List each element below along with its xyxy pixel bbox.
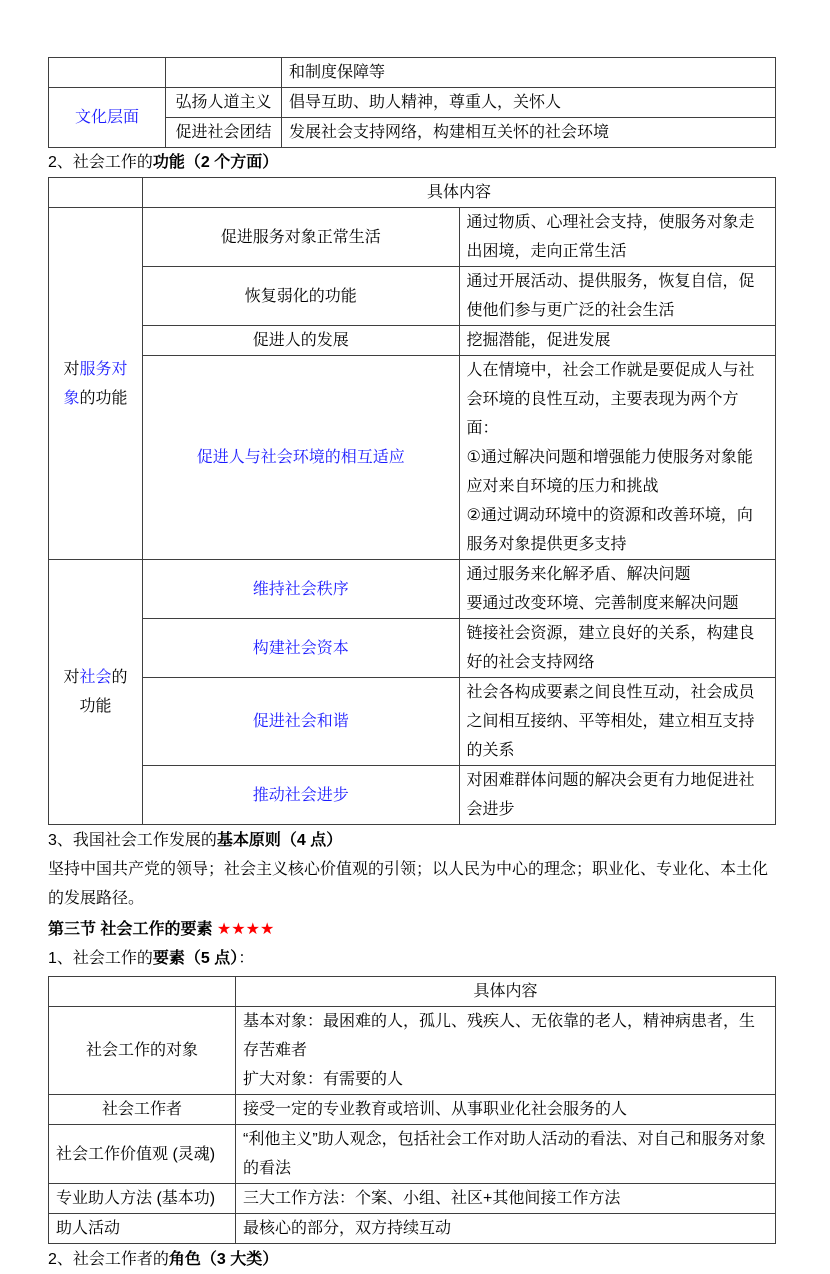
row-label-cell: 维持社会秩序 bbox=[143, 560, 460, 619]
heading-text: 1、社会工作的 bbox=[48, 950, 153, 967]
heading-text-bold: 角色（3 大类） bbox=[168, 1251, 279, 1268]
content-paragraph: 链接社会资源，建立良好的关系，构建良好的社会支持网络 bbox=[466, 625, 755, 671]
table-row bbox=[49, 208, 776, 267]
content-paragraph: “利他主义”助人观念，包括社会工作对助人活动的看法、对自己和服务对象的看法 bbox=[243, 1131, 766, 1177]
content-cell: 发展社会支持网络，构建相互关怀的社会环境 bbox=[282, 118, 776, 148]
column-header-cell: 具体内容 bbox=[236, 977, 776, 1007]
heading-text-bold: 要素（5 点） bbox=[152, 950, 239, 967]
heading-text-bold: 功能（2 个方面） bbox=[152, 154, 279, 171]
heading-text-bold: 基本原则（4 点） bbox=[216, 832, 343, 849]
row-label-cell: 专业助人方法 (基本功) bbox=[49, 1184, 236, 1214]
content-paragraph: 三大工作方法：个案、小组、社区+其他间接工作方法 bbox=[243, 1190, 621, 1207]
content-paragraph: 通过服务来化解矛盾、解决问题 bbox=[466, 566, 691, 583]
group-label-text: 对 bbox=[63, 360, 80, 378]
content-paragraph: 人在情境中，社会工作就是要促成人与社会环境的良性互动，主要表现为两个方面： bbox=[466, 362, 755, 437]
row-label-cell: 社会工作的对象 bbox=[49, 1007, 236, 1095]
row-label-cell: 弘扬人道主义 bbox=[166, 88, 282, 118]
row-label-cell: 促进社会团结 bbox=[166, 118, 282, 148]
table-culture-level bbox=[48, 57, 776, 148]
group-label-highlight: 服务对象 bbox=[63, 360, 128, 407]
group-label-cell bbox=[49, 560, 143, 825]
table-row bbox=[49, 678, 776, 766]
table-row bbox=[49, 560, 776, 619]
row-label-cell: 促进服务对象正常生活 bbox=[143, 208, 460, 267]
empty-cell bbox=[49, 58, 166, 88]
content-cell bbox=[236, 1214, 776, 1244]
table-row bbox=[49, 356, 776, 560]
content-cell bbox=[236, 1095, 776, 1125]
group-label-cell bbox=[49, 208, 143, 560]
content-paragraph: 通过物质、心理社会支持，使服务对象走出困境，走向正常生活 bbox=[466, 214, 755, 260]
group-label-text: 的功能 bbox=[79, 669, 128, 715]
paragraph-principles: 坚持中国共产党的领导；社会主义核心价值观的引领；以人民为中心的理念；职业化、专业化、本土化的发展路径。 bbox=[48, 861, 769, 907]
content-paragraph: 扩大对象：有需要的人 bbox=[243, 1071, 404, 1088]
content-cell bbox=[236, 1184, 776, 1214]
row-label-cell: 社会工作价值观 (灵魂) bbox=[49, 1125, 236, 1184]
content-paragraph: 社会各构成要素之间良性互动，社会成员之间相互接纳、平等相处，建立相互支持的关系 bbox=[466, 684, 755, 759]
content-paragraph: 要通过改变环境、完善制度来解决问题 bbox=[466, 595, 739, 612]
content-paragraph: 接受一定的专业教育或培训、从事职业化社会服务的人 bbox=[243, 1101, 628, 1118]
content-paragraph: 最核心的部分，双方持续互动 bbox=[243, 1220, 452, 1237]
row-label-cell: 社会工作者 bbox=[49, 1095, 236, 1125]
empty-cell bbox=[49, 178, 143, 208]
group-label-text: 对 bbox=[63, 669, 80, 686]
content-cell bbox=[459, 678, 776, 766]
empty-cell bbox=[166, 58, 282, 88]
content-paragraph: ①通过解决问题和增强能力使服务对象能应对来自环境的压力和挑战 bbox=[466, 449, 753, 495]
content-cell bbox=[459, 766, 776, 825]
table-row bbox=[49, 1184, 776, 1214]
table-row bbox=[49, 766, 776, 825]
content-cell bbox=[459, 560, 776, 619]
row-label-cell: 促进人与社会环境的相互适应 bbox=[143, 356, 460, 560]
content-paragraph: 挖掘潜能，促进发展 bbox=[466, 332, 611, 349]
empty-cell bbox=[49, 977, 236, 1007]
heading-roles bbox=[48, 1245, 776, 1274]
heading-text: 3、我国社会工作发展的 bbox=[48, 832, 217, 849]
heading-basic-principles bbox=[48, 826, 776, 855]
table-header-row bbox=[49, 178, 776, 208]
row-label-cell: 促进社会和谐 bbox=[143, 678, 460, 766]
content-cell bbox=[459, 326, 776, 356]
content-paragraph: ②通过调动环境中的资源和改善环境，向服务对象提供更多支持 bbox=[466, 507, 753, 553]
content-paragraph: 通过开展活动、提供服务，恢复自信，促使他们参与更广泛的社会生活 bbox=[466, 273, 755, 319]
group-label-cell: 文化层面 bbox=[49, 88, 166, 148]
section-title: 第三节 社会工作的要素 bbox=[48, 921, 213, 938]
table-social-work-elements bbox=[48, 976, 776, 1244]
content-cell bbox=[459, 619, 776, 678]
content-paragraph: 对困难群体问题的解决会更有力地促进社会进步 bbox=[466, 772, 755, 818]
star-rating: ★★★★ bbox=[216, 921, 275, 938]
content-paragraph: 基本对象：最困难的人，孤儿、残疾人、无依靠的老人，精神病患者，生存苦难者 bbox=[243, 1013, 756, 1059]
column-header-cell: 具体内容 bbox=[143, 178, 776, 208]
row-label-cell: 促进人的发展 bbox=[143, 326, 460, 356]
content-cell: 和制度保障等 bbox=[282, 58, 776, 88]
heading-elements bbox=[48, 944, 776, 973]
section-heading bbox=[48, 915, 776, 944]
table-row bbox=[49, 1095, 776, 1125]
table-header-row bbox=[49, 977, 776, 1007]
content-cell: 倡导互助、助人精神，尊重人，关怀人 bbox=[282, 88, 776, 118]
heading-social-work-functions bbox=[48, 148, 776, 177]
heading-text: ： bbox=[238, 950, 255, 967]
group-label-highlight: 社会 bbox=[79, 669, 112, 686]
group-label-text: 的功能 bbox=[79, 389, 128, 407]
row-label-cell: 恢复弱化的功能 bbox=[143, 267, 460, 326]
row-label-cell: 助人活动 bbox=[49, 1214, 236, 1244]
table-row bbox=[49, 1214, 776, 1244]
table-row bbox=[49, 619, 776, 678]
table-row bbox=[49, 1007, 776, 1095]
content-cell bbox=[459, 267, 776, 326]
content-cell bbox=[236, 1007, 776, 1095]
table-row bbox=[49, 267, 776, 326]
row-label-cell: 推动社会进步 bbox=[143, 766, 460, 825]
table-row bbox=[49, 58, 776, 88]
content-cell bbox=[459, 356, 776, 560]
content-cell bbox=[459, 208, 776, 267]
heading-text: 2、社会工作的 bbox=[48, 154, 153, 171]
row-label-cell: 构建社会资本 bbox=[143, 619, 460, 678]
table-social-work-functions bbox=[48, 177, 776, 825]
heading-text: 2、社会工作者的 bbox=[48, 1251, 169, 1268]
table-row bbox=[49, 326, 776, 356]
table-row bbox=[49, 88, 776, 118]
